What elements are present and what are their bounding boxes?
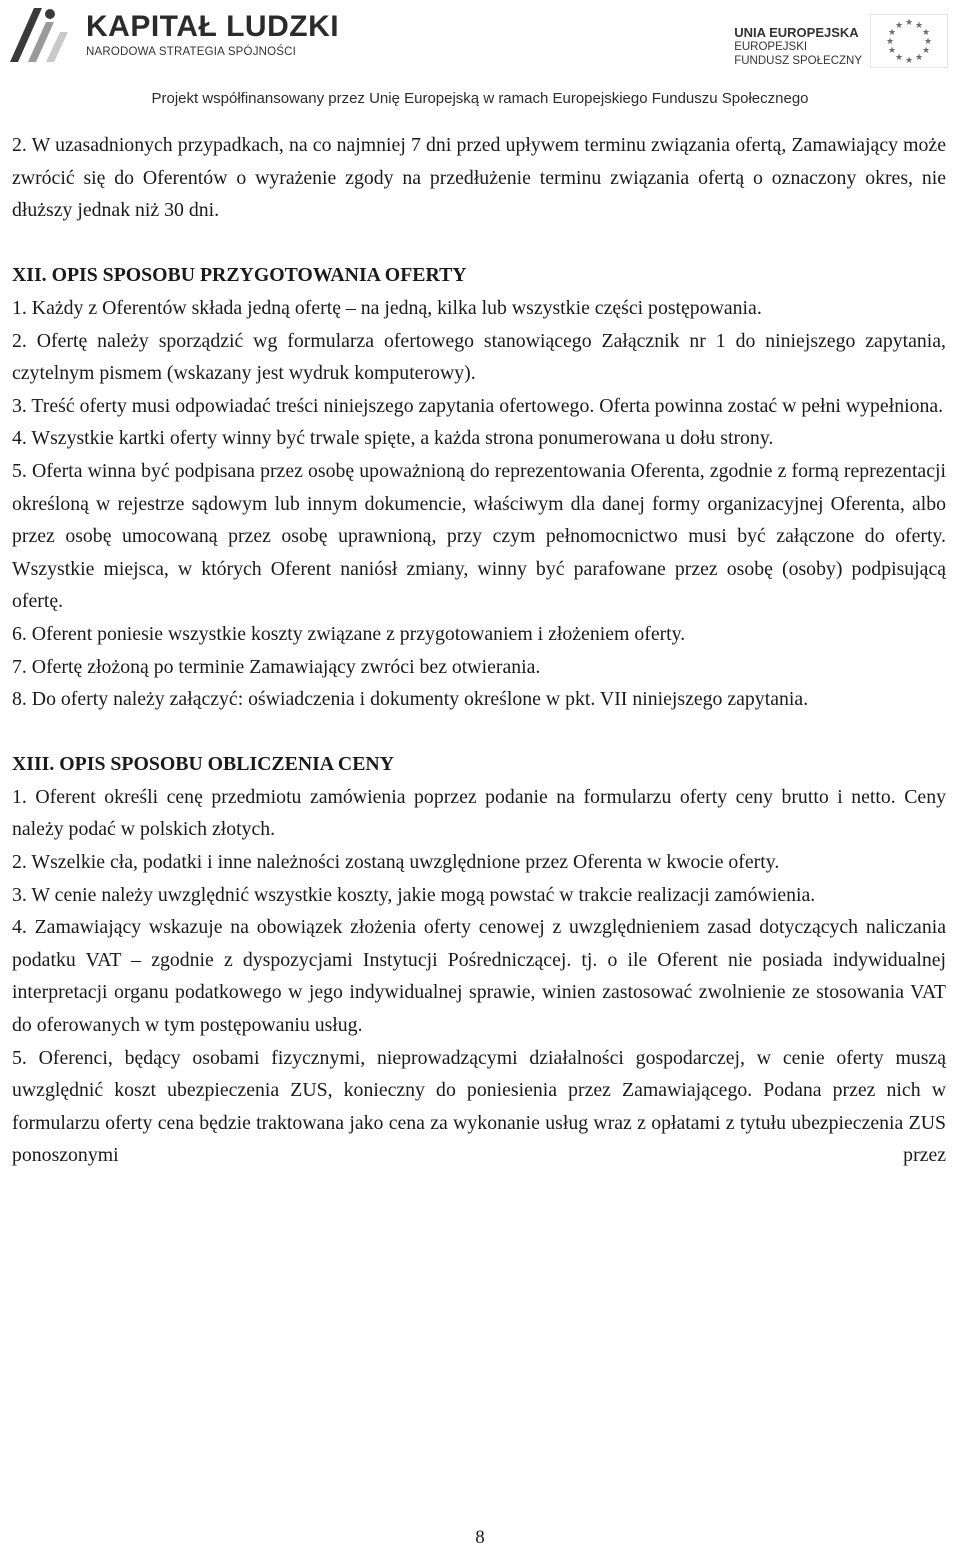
section-xii-item-2: 2. Ofertę należy sporządzić wg formularza ofertowego stanowiącego Załącznik nr 1 do niniejszego zapytania, czytelnym pismem (wskazany jest wydruk komputerowy). (12, 329, 946, 385)
section-xii-heading: XII. OPIS SPOSOBU PRZYGOTOWANIA OFERTY (12, 264, 467, 287)
svg-text:★: ★ (914, 21, 924, 31)
section-xiii-item-3: 3. W cenie należy uwzględnić wszystkie koszty, jakie mogą powstać w trakcie realizacji zamówienia. (12, 883, 816, 906)
eu-fund-text (734, 26, 862, 68)
section-xiii-item-4: 4. Zamawiający wskazuje na obowiązek złożenia oferty cenowej z uwzględnieniem zasad dotyczących naliczania podatku VAT – zgodnie z dyspozycjami Instytucji Pośredniczącej. tj. o ile Oferent nie posiada indywidualnej interpretacji organu podatkowego w jego indywidualnej sprawie, winien zastosować zwolnienie ze stosowania VAT do oferowanych w tym postępowaniu usług. (12, 916, 946, 1037)
eu-line-2: EUROPEJSKI (734, 41, 808, 53)
section-xii-item-7: 7. Ofertę złożoną po terminie Zamawiający zwróci bez otwierania. (12, 655, 541, 678)
section-xii-item-4: 4. Wszystkie kartki oferty winny być trwale spięte, a każda strona ponumerowana u dołu strony. (12, 427, 774, 450)
section-xiii-item-1: 1. Oferent określi cenę przedmiotu zamówienia poprzez podanie na formularzu oferty ceny brutto i netto. Ceny należy podać w polskich złotych. (12, 785, 946, 841)
section-xii-item-1: 1. Każdy z Oferentów składa jedną ofertę – na jedną, kilka lub wszystkie części postępowania. (12, 296, 762, 319)
svg-text:★: ★ (885, 37, 895, 47)
spacer (12, 716, 946, 749)
section-xii-item-6: 6. Oferent poniesie wszystkie koszty związane z przygotowaniem i złożeniem oferty. (12, 622, 686, 645)
section-xii-item-5: 5. Oferta winna być podpisana przez osobę upoważnioną do reprezentowania Oferenta, zgodnie z formą reprezentacji określoną w rejestrze sądowym lub innym dokumencie, właściwym dla danej formy organizacyjnej Oferenta, albo przez osobę umocowaną przez osobę uprawnioną, przy czym pełnomocnictwo musi być załączone do oferty. Wszystkie miejsca, w których Oferent naniósł zmiany, winny być parafowane przez osobę (osoby) podpisującą ofertę. (12, 459, 946, 613)
svg-text:★: ★ (894, 53, 904, 63)
paragraph-xi-2: 2. W uzasadnionych przypadkach, na co najmniej 7 dni przed upływem terminu związania ofertą, Zamawiający może zwrócić się do Oferentów o wyrażenie zgody na przedłużenie terminu związania ofertą o oznaczony okres, nie dłuższy jednak niż 30 dni. (12, 134, 946, 222)
svg-text:★: ★ (923, 37, 933, 47)
svg-text:★: ★ (914, 53, 924, 63)
svg-text:★: ★ (894, 21, 904, 31)
logo-subtitle: NARODOWA STRATEGIA SPÓJNOŚCI (86, 46, 297, 58)
section-xii-item-3: 3. Treść oferty musi odpowiadać treści niniejszego zapytania ofertowego. Oferta powinna zostać w pełni wypełniona. (12, 394, 944, 417)
section-xiii-heading: XIII. OPIS SPOSOBU OBLICZENIA CENY (12, 753, 394, 776)
eu-line-3: FUNDUSZ SPOŁECZNY (734, 55, 862, 67)
svg-text:★: ★ (904, 18, 914, 28)
document-body (12, 129, 946, 1172)
svg-text:★: ★ (921, 28, 931, 38)
project-cofinancing-line: Projekt współfinansowany przez Unię Europejską w ramach Europejskiego Funduszu Społecznego (151, 90, 809, 107)
logo-title: KAPITAŁ LUDZKI (86, 10, 340, 43)
spacer (12, 227, 946, 260)
svg-text:★: ★ (887, 46, 897, 56)
svg-text:★: ★ (904, 56, 914, 66)
kapital-ludzki-logo (6, 4, 78, 66)
eu-flag-icon (870, 14, 948, 68)
svg-text:★: ★ (887, 28, 897, 38)
page-header (0, 0, 960, 118)
kapital-ludzki-wordmark (86, 10, 339, 58)
svg-text:★: ★ (921, 46, 931, 56)
section-xii-item-8: 8. Do oferty należy załączyć: oświadczenia i dokumenty określone w pkt. VII niniejszego zapytania. (12, 688, 809, 711)
page-number: 8 (475, 1527, 485, 1548)
section-xiii-item-2: 2. Wszelkie cła, podatki i inne należności zostaną uwzględnione przez Oferenta w kwocie oferty. (12, 851, 780, 874)
eu-line-1: UNIA EUROPEJSKA (734, 25, 859, 40)
section-xiii-item-5: 5. Oferenci, będący osobami fizycznymi, nieprowadzącymi działalności gospodarczej, w cenie oferty muszą uwzględnić koszt ubezpieczenia ZUS, konieczny do poniesienia przez Zamawiającego. Podana przez nich w formularzu oferty cena będzie traktowana jako cena za wykonanie usług wraz z opłatami z tytułu ubezpieczenia ZUS ponoszonymi przez (12, 1046, 946, 1167)
